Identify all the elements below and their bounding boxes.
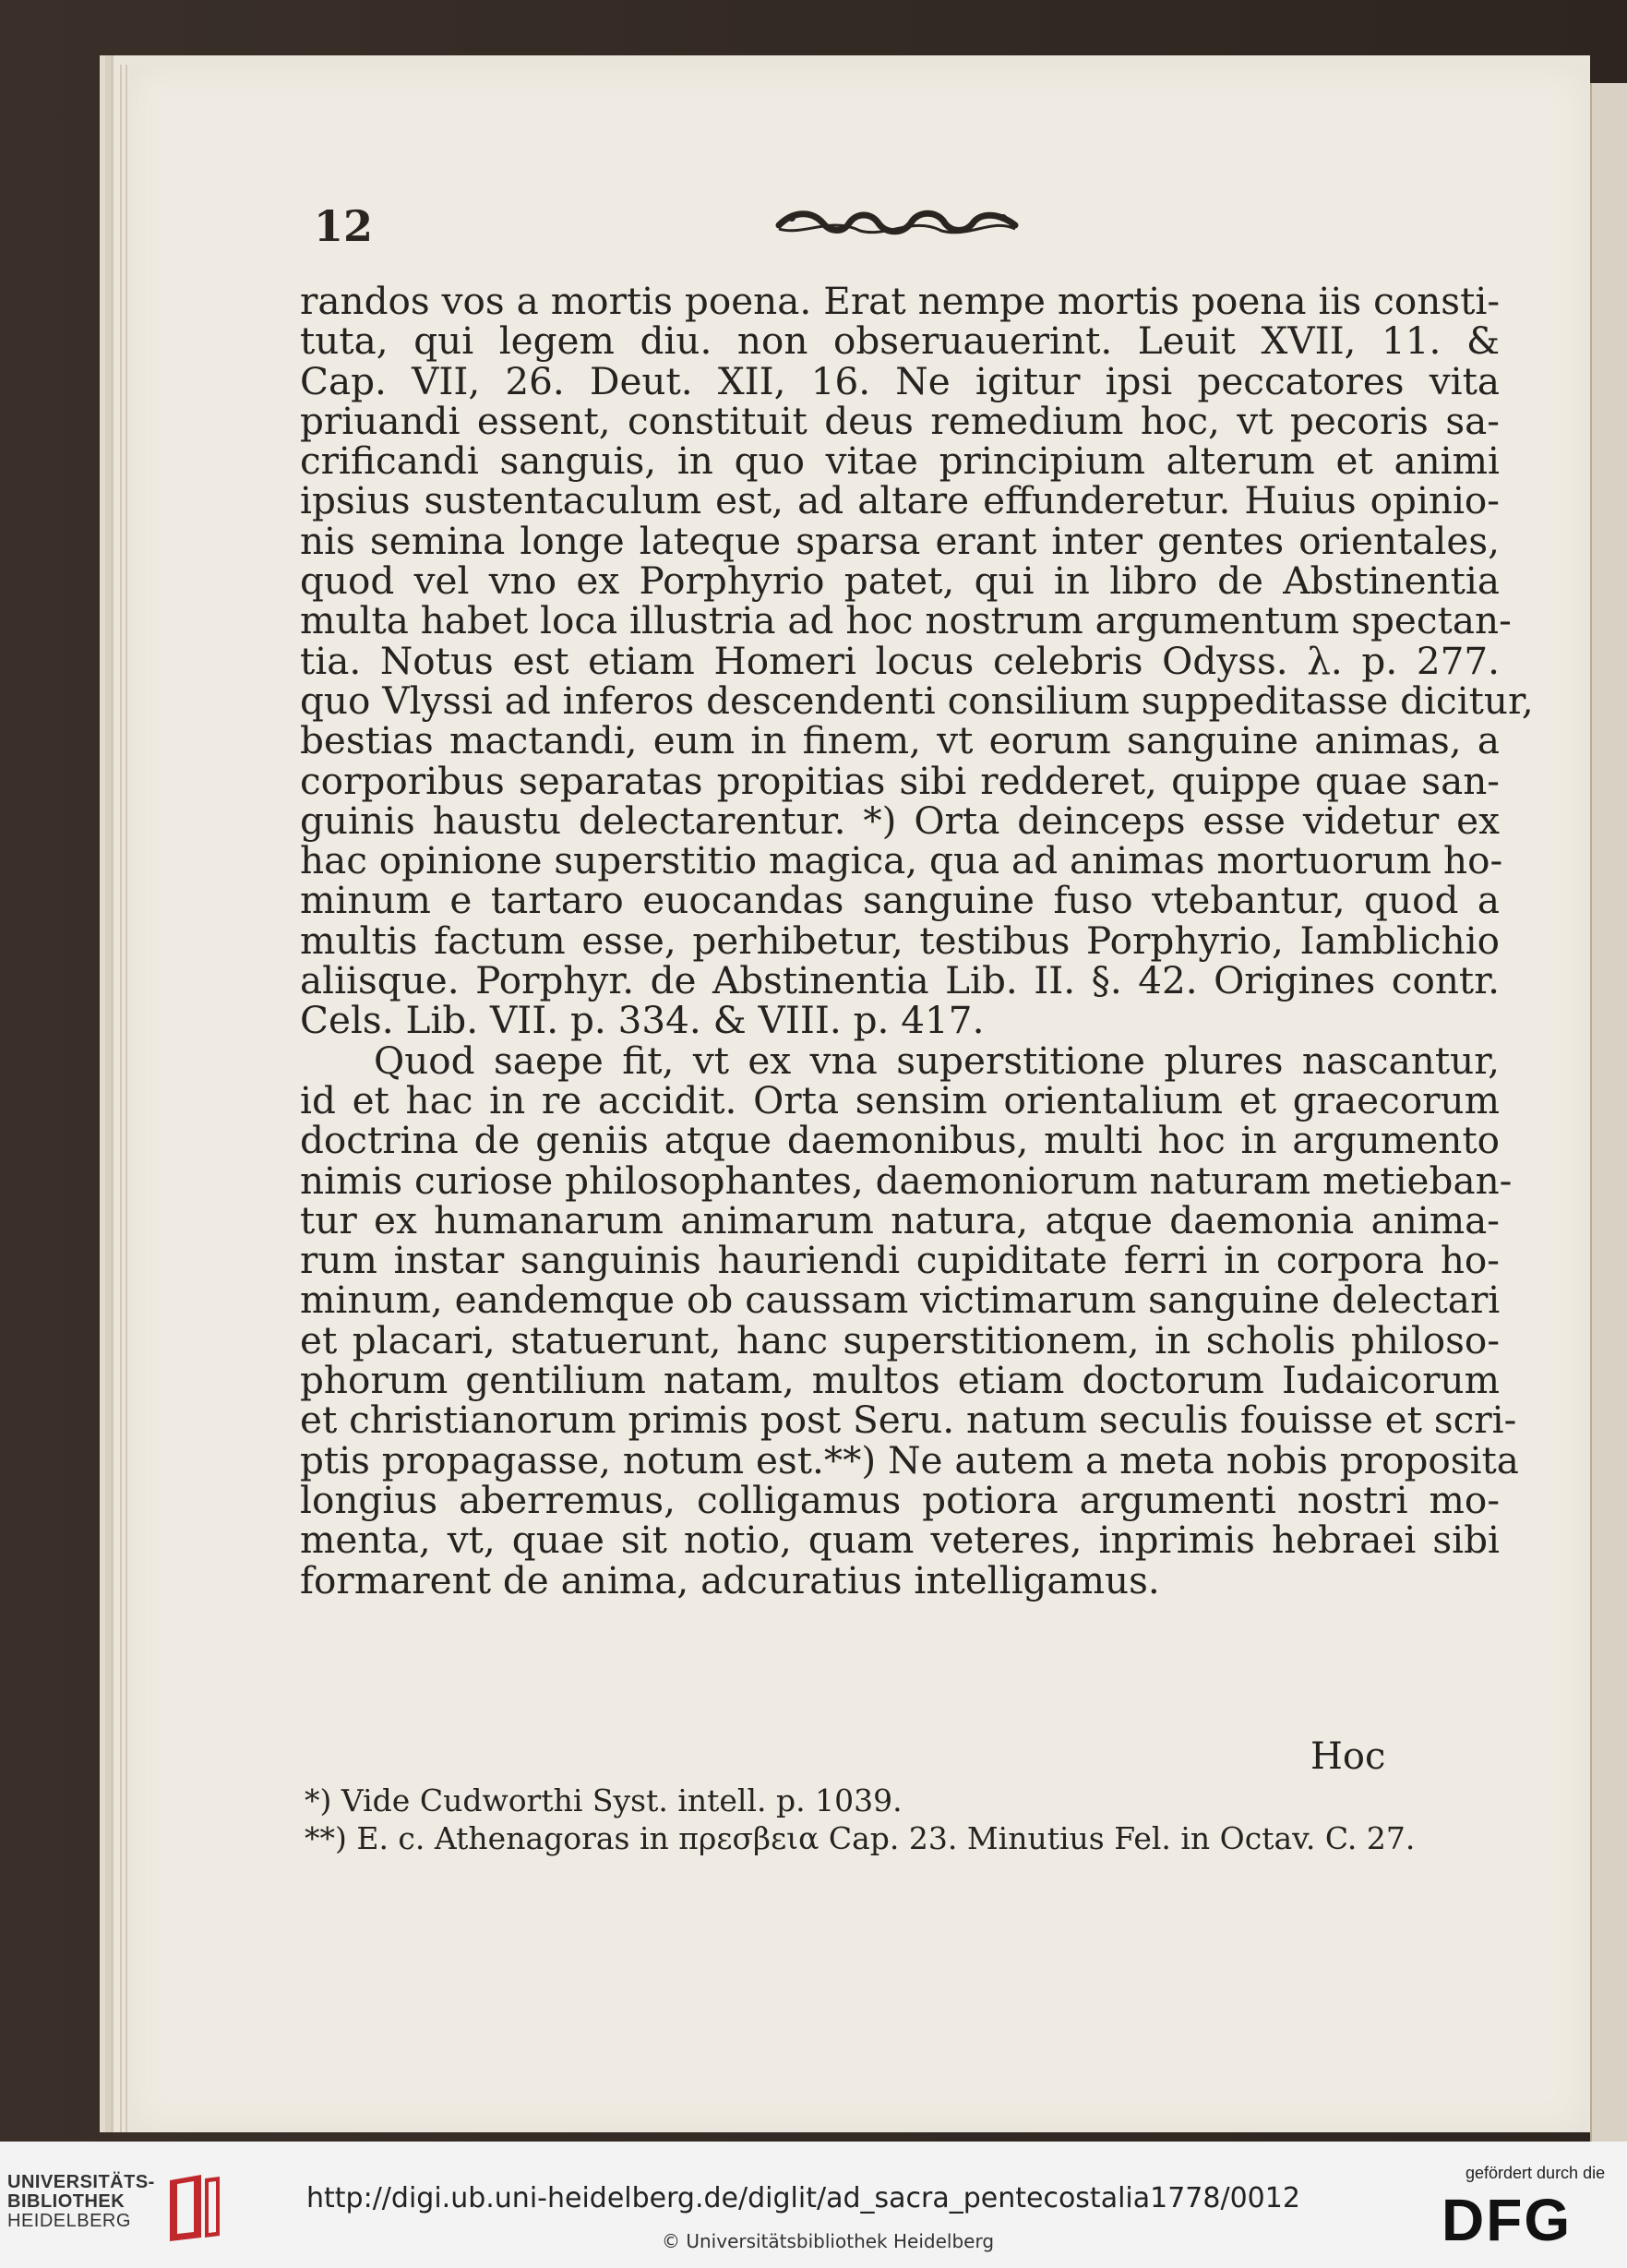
text-line: ipsius sustentaculum est, ad altare effunderetur. Huius opinio- — [300, 478, 1500, 523]
text-line: doctrina de geniis atque daemonibus, multi hoc in argumento — [300, 1118, 1500, 1163]
body-text — [300, 279, 1534, 1602]
text-line: quo Vlyssi ad inferos descendenti consilium suppeditasse dicitur, — [300, 678, 1534, 723]
header-ornament — [775, 205, 1020, 240]
text-line: et christianorum primis post Seru. natum seculis fouisse et scri- — [300, 1398, 1517, 1443]
text-line: nis semina longe lateque sparsa erant inter gentes orientales, — [300, 518, 1500, 563]
text-line: minum e tartaro euocandas sanguine fuso vtebantur, quod a — [300, 878, 1500, 923]
text-line: priuandi essent, constituit deus remedium hoc, vt pecoris sa- — [300, 398, 1500, 443]
text-line: guinis haustu delectarentur. *) Orta deinceps esse videtur ex — [300, 798, 1500, 843]
permalink-url[interactable]: http://digi.ub.uni-heidelberg.de/diglit/ad_sacra_pentecostalia1778/0012 — [306, 2182, 1300, 2214]
text-line: tuta, qui legem diu. non obseruauerint. Leuit XVII, 11. & — [300, 318, 1500, 364]
text-line: nimis curiose philosophantes, daemoniorum naturam metieban- — [300, 1158, 1513, 1203]
text-line: Quod saepe fit, vt ex vna superstitione plures nascantur, — [374, 1038, 1500, 1083]
library-name[interactable]: UNIVERSITÄTS- BIBLIOTHEK HEIDELBERG — [7, 2172, 155, 2231]
text-line: corporibus separatas propitias sibi redderet, quippe quae san- — [300, 758, 1500, 803]
funded-by-label: gefördert durch die — [1465, 2164, 1606, 2182]
text-line: formarent de anima, adcuratius intelligamus. — [300, 1557, 1160, 1602]
text-line: multis factum esse, perhibetur, testibus Porphyrio, Iamblichio — [300, 918, 1500, 963]
page-number: 12 — [314, 201, 374, 251]
text-line: bestias mactandi, eum in finem, vt eorum sanguine animas, a — [300, 718, 1500, 763]
text-line: hac opinione superstitio magica, qua ad animas mortuorum ho- — [300, 838, 1503, 883]
text-line: tia. Notus est etiam Homeri locus celebris Odyss. λ. p. 277. — [300, 638, 1500, 683]
text-line: minum, eandemque ob caussam victimarum sanguine delectari — [300, 1278, 1501, 1323]
page-right-edge — [1590, 83, 1627, 2142]
footnote: **) E. c. Athenagoras in πρεσβεια Cap. 23. Minutius Fel. in Octav. C. 27. — [305, 1820, 1416, 1856]
footnotes — [305, 1782, 1415, 1857]
catchword: Hoc — [1310, 1735, 1386, 1778]
library-logo-icon[interactable] — [164, 2173, 223, 2243]
text-line: Cels. Lib. VII. p. 334. & VIII. p. 417. — [300, 998, 985, 1043]
text-line: et placari, statuerunt, hanc superstitionem, in scholis philoso- — [300, 1317, 1500, 1362]
text-line: tur ex humanarum animarum natura, atque daemonia anima- — [300, 1197, 1500, 1242]
text-line: randos vos a mortis poena. Erat nempe mortis poena iis consti- — [300, 279, 1500, 323]
text-line: phorum gentilium natam, multos etiam doctorum Iudaicorum — [300, 1358, 1500, 1403]
footnote: *) Vide Cudworthi Syst. intell. p. 1039. — [305, 1782, 903, 1818]
text-line: longius aberremus, colligamus potiora argumenti nostri mo- — [300, 1477, 1500, 1522]
text-line: aliisque. Porphyr. de Abstinentia Lib. II. §. 42. Origines contr. — [300, 958, 1500, 1003]
text-line: crificandi sanguis, in quo vitae principium alterum et animi — [300, 438, 1500, 484]
text-line: quod vel vno ex Porphyrio patet, qui in libro de Abstinentia — [300, 558, 1500, 604]
text-line: menta, vt, quae sit notio, quam veteres, inprimis hebraei sibi — [300, 1518, 1500, 1563]
dfg-logo[interactable]: DFG — [1442, 2187, 1573, 2253]
text-line: Cap. VII, 26. Deut. XII, 16. Ne igitur ipsi peccatores vita — [300, 358, 1500, 403]
text-line: multa habet loca illustria ad hoc nostrum argumentum spectan- — [300, 598, 1512, 643]
copyright-notice: © Universitätsbibliothek Heidelberg — [662, 2230, 995, 2252]
text-line: ptis propagasse, notum est.**) Ne autem a meta nobis proposita — [300, 1437, 1519, 1482]
text-line: id et hac in re accidit. Orta sensim orientalium et graecorum — [300, 1077, 1500, 1122]
footer-bar — [0, 2142, 1627, 2268]
text-line: rum instar sanguinis hauriendi cupiditate ferri in corpora ho- — [300, 1238, 1500, 1283]
